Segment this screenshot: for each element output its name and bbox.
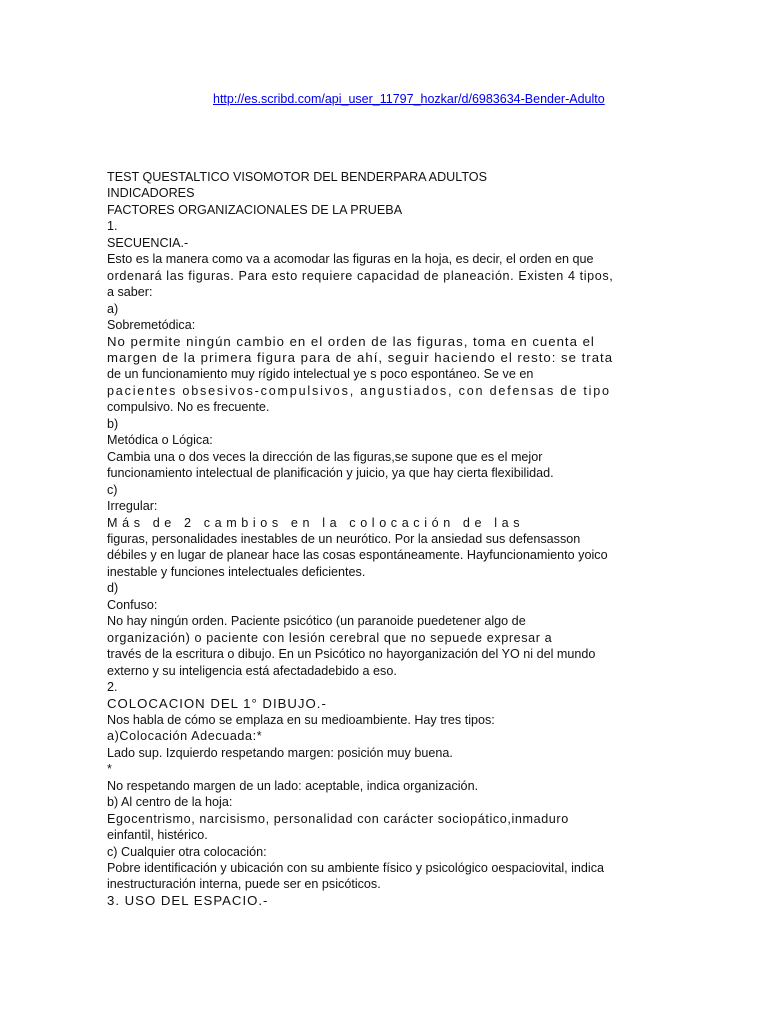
text-line: Egocentrismo, narcisismo, personalidad con carácter sociopático,inmaduro (107, 811, 569, 826)
section-heading: 3. USO DEL ESPACIO.- (107, 892, 269, 908)
text-line: a) (107, 301, 119, 316)
text-line: Metódica o Lógica: (107, 433, 213, 448)
text-line: pacientes obsesivos-compulsivos, angustiados, con defensas de tipo (107, 383, 611, 398)
text-line: b) (107, 416, 119, 431)
text-line: Sobremetódica: (107, 318, 196, 333)
text-line: inestable y funciones intelectuales deficientes. (107, 564, 366, 579)
text-line: a)Colocación Adecuada:* (107, 729, 263, 744)
text-line: Pobre identificación y ubicación con su ambiente físico y psicológico oespaciovital, indica (107, 861, 605, 876)
text-line: a saber: (107, 285, 153, 300)
text-line: margen de la primera figura para de ahí, seguir haciendo el resto: se trata (107, 349, 614, 365)
text-line: Cambia una o dos veces la dirección de las figuras,se supone que es el mejor (107, 449, 543, 464)
section-heading: SECUENCIA.- (107, 235, 189, 250)
text-line: de un funcionamiento muy rígido intelectual ye s poco espontáneo. Se ve en (107, 367, 534, 382)
text-line: INDICADORES (107, 186, 195, 201)
document-title: TEST QUESTALTICO VISOMOTOR DEL BENDERPARA ADULTOS (107, 170, 487, 184)
section-heading: COLOCACION DEL 1° DIBUJO.- (107, 695, 327, 711)
text-line: c) Cualquier otra colocación: (107, 844, 267, 859)
text-line: través de la escritura o dibujo. En un Psicótico no hayorganización del YO ni del mundo (107, 647, 596, 662)
text-line: Nos habla de cómo se emplaza en su medioambiente. Hay tres tipos: (107, 712, 495, 727)
text-line: FACTORES ORGANIZACIONALES DE LA PRUEBA (107, 202, 403, 217)
text-line: einfantil, histérico. (107, 828, 208, 843)
text-line: funcionamiento intelectual de planificación y juicio, ya que hay cierta flexibilidad. (107, 466, 554, 481)
text-line: compulsivo. No es frecuente. (107, 400, 270, 415)
text-line: c) (107, 482, 118, 497)
text-line: 2. (107, 680, 118, 695)
text-line: débiles y en lugar de planear hace las cosas espontáneamente. Hayfuncionamiento yoico (107, 548, 608, 563)
text-line: Más de 2 cambios en la colocación de las (107, 515, 525, 530)
text-line: ordenará las figuras. Para esto requiere capacidad de planeación. Existen 4 tipos, (107, 268, 614, 283)
text-line: 1. (107, 219, 118, 234)
text-line: organización) o paciente con lesión cerebral que no sepuede expresar a (107, 630, 553, 645)
text-line: inestructuración interna, puede ser en psicóticos. (107, 877, 381, 892)
text-line: No permite ningún cambio en el orden de las figuras, toma en cuenta el (107, 333, 595, 349)
document-body (107, 169, 637, 909)
text-line: externo y su inteligencia está afectadadebido a eso. (107, 663, 397, 678)
text-line: * (107, 762, 112, 777)
text-line: No hay ningún orden. Paciente psicótico (un paranoide puedetener algo de (107, 614, 526, 629)
text-line: Confuso: (107, 597, 158, 612)
text-line: Irregular: (107, 499, 158, 514)
text-line: No respetando margen de un lado: aceptable, indica organización. (107, 778, 479, 793)
text-line: Esto es la manera como va a acomodar las figuras en la hoja, es decir, el orden en que (107, 252, 594, 267)
source-link[interactable]: http://es.scribd.com/api_user_11797_hozkar/d/6983634-Bender-Adulto (213, 92, 605, 106)
text-line: d) (107, 581, 119, 596)
text-line: figuras, personalidades inestables de un neurótico. Por la ansiedad sus defensasson (107, 531, 581, 546)
text-line: Lado sup. Izquierdo respetando margen: posición muy buena. (107, 745, 453, 760)
text-line: b) Al centro de la hoja: (107, 795, 233, 810)
